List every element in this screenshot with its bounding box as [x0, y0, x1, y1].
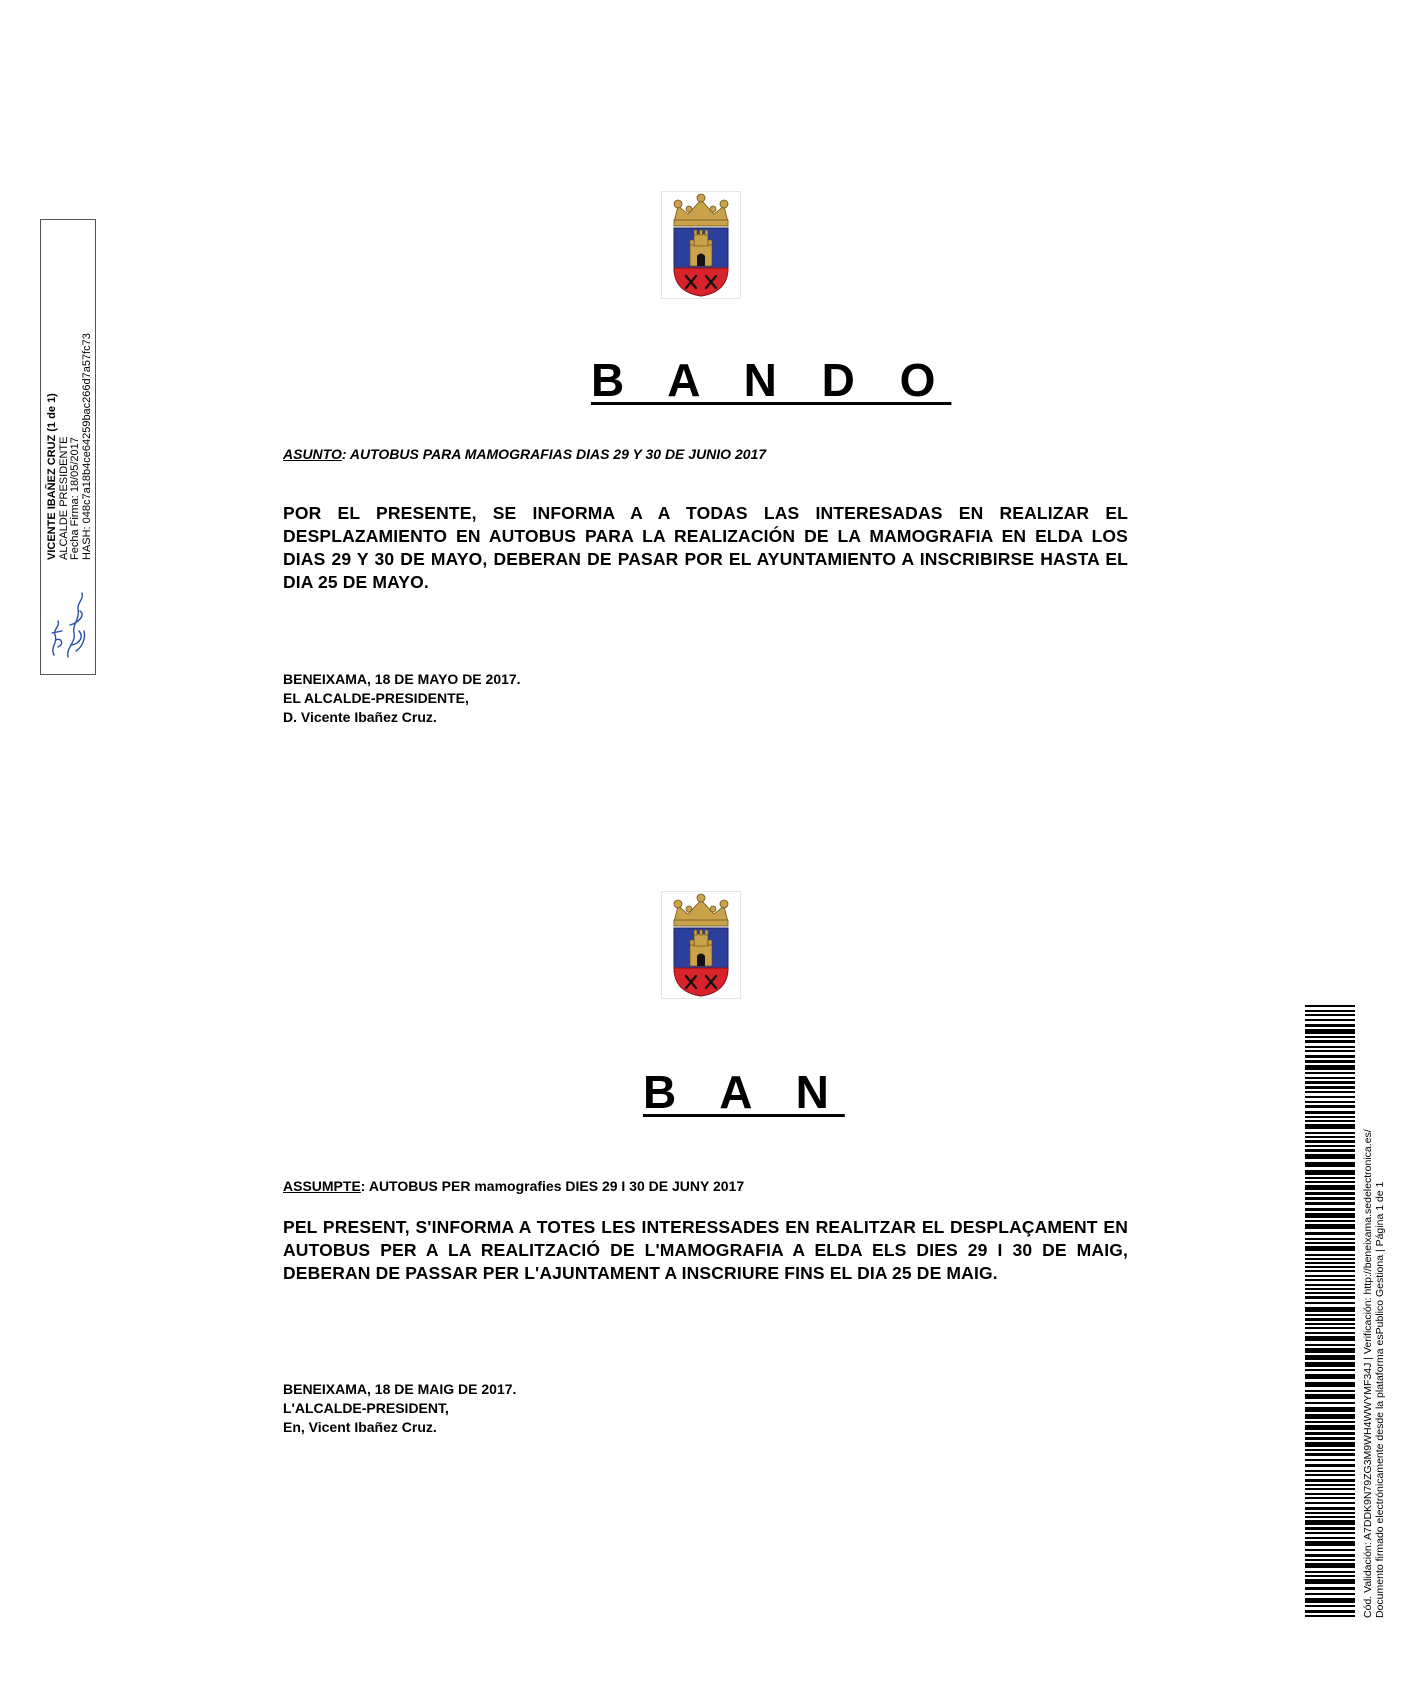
- signer-title: EL ALCALDE-PRESIDENTE,: [283, 690, 469, 706]
- barcode-bar: [1305, 1474, 1355, 1476]
- barcode-bar: [1305, 1202, 1355, 1205]
- barcode-bar: [1305, 1014, 1355, 1016]
- barcode-bar: [1305, 1246, 1355, 1251]
- barcode-bar: [1305, 1507, 1355, 1510]
- barcode-bar: [1305, 1314, 1355, 1316]
- barcode-bar: [1305, 1036, 1355, 1038]
- barcode-bar: [1305, 1497, 1355, 1499]
- subject-line-va: [283, 1178, 744, 1194]
- barcode-bar: [1305, 1605, 1355, 1607]
- barcode-bar: [1305, 1154, 1355, 1159]
- signer-name: VICENTE IBAÑEZ CRUZ (1 de 1): [46, 393, 58, 560]
- barcode-bar: [1305, 1170, 1355, 1175]
- barcode-bar: [1305, 1065, 1355, 1070]
- signer-fullname: D. Vicente Ibañez Cruz.: [283, 709, 437, 725]
- barcode-bar: [1305, 1177, 1355, 1179]
- barcode-bar: [1305, 1101, 1355, 1103]
- barcode-bar: [1305, 1369, 1355, 1371]
- barcode-bar: [1305, 1242, 1355, 1244]
- barcode-bar: [1305, 1275, 1355, 1277]
- barcode-bar: [1305, 1181, 1355, 1183]
- barcode-bar: [1305, 1344, 1355, 1346]
- body-paragraph-va: PEL PRESENT, S'INFORMA A TOTES LES INTERESSADES EN REALITZAR EL DESPLAÇAMENT EN AUTOBUS PER A LA REALITZACIÓ DE L'MAMOGRAFIA A ELDA ELS DIES 29 I 30 DE MAIG, DEBERAN DE PASSAR PER L'AJUNTAMENT A INSCRIURE FINS EL DIA 25 DE MAIG.: [283, 1217, 1128, 1283]
- barcode-bar: [1305, 1292, 1355, 1294]
- barcode-bar: [1305, 1284, 1355, 1286]
- barcode-bar: [1305, 1453, 1355, 1456]
- coat-of-arms: [661, 891, 741, 999]
- barcode-bar: [1305, 1318, 1355, 1321]
- barcode-bar: [1305, 1081, 1355, 1084]
- barcode-bar: [1305, 1046, 1355, 1048]
- barcode-bar: [1305, 1116, 1355, 1118]
- barcode-bar: [1305, 1527, 1355, 1530]
- barcode-bar: [1305, 1145, 1355, 1147]
- barcode-bar: [1305, 1055, 1355, 1058]
- barcode-bar: [1305, 1512, 1355, 1514]
- barcode-bar: [1305, 1136, 1355, 1138]
- coat-of-arms-icon: [662, 192, 740, 298]
- barcode-bar: [1305, 1040, 1355, 1043]
- barcode-bar: [1305, 1238, 1355, 1240]
- barcode-bar: [1305, 1425, 1355, 1430]
- signature-block-va: [283, 1380, 516, 1437]
- barcode-bar: [1305, 1532, 1355, 1534]
- barcode-bar: [1305, 1579, 1355, 1584]
- barcode-bar: [1305, 1437, 1355, 1440]
- barcode-bar: [1305, 1213, 1355, 1218]
- barcode-bar: [1305, 1208, 1355, 1211]
- signer-fullname: En, Vicent Ibañez Cruz.: [283, 1419, 437, 1435]
- barcode-bar: [1305, 1598, 1355, 1603]
- signature-info: [47, 333, 93, 560]
- barcode-bar: [1305, 1105, 1355, 1108]
- barcode-bar: [1305, 1587, 1355, 1590]
- barcode-bar: [1305, 1327, 1355, 1329]
- barcode-bar: [1305, 1111, 1355, 1114]
- barcode-bar: [1305, 1493, 1355, 1495]
- barcode-bar: [1305, 1559, 1355, 1561]
- place-date: BENEIXAMA, 18 DE MAYO DE 2017.: [283, 671, 521, 687]
- barcode-bar: [1305, 1449, 1355, 1451]
- barcode-bar: [1305, 1421, 1355, 1423]
- barcode-bar: [1305, 1390, 1355, 1392]
- barcode-bar: [1305, 1120, 1355, 1122]
- barcode-bar: [1305, 1224, 1355, 1229]
- barcode-bar: [1305, 1010, 1355, 1012]
- barcode-bar: [1305, 1593, 1355, 1595]
- barcode-bar: [1305, 1162, 1355, 1167]
- signature-block-es: [283, 670, 521, 727]
- barcode-bar: [1305, 1302, 1355, 1304]
- signer-role: ALCALDE PRESIDENTE: [57, 436, 70, 560]
- barcode-bar: [1305, 1019, 1355, 1021]
- signer-title: L'ALCALDE-PRESIDENT,: [283, 1400, 449, 1416]
- signature-box: [40, 219, 96, 675]
- title-bando: B A N D O: [591, 354, 952, 406]
- barcode-bar: [1305, 1541, 1355, 1546]
- barcode-bar: [1305, 1502, 1355, 1504]
- subject-label: ASUNTO: [283, 446, 342, 462]
- barcode-bar: [1305, 1124, 1355, 1129]
- barcode-bar: [1305, 1549, 1355, 1551]
- barcode-bar: [1305, 1464, 1355, 1467]
- barcode-bar: [1305, 1258, 1355, 1260]
- handwritten-signature: [46, 585, 92, 665]
- barcode-bar: [1305, 1382, 1355, 1387]
- barcode-bar: [1305, 1270, 1355, 1272]
- validation-platform: Documento firmado electrónicamente desde la plataforma esPublico Gestiona | Página 1 de 1: [1374, 1181, 1386, 1618]
- barcode-bar: [1305, 1610, 1355, 1613]
- barcode-bar: [1305, 1060, 1355, 1063]
- barcode-bar: [1305, 1442, 1355, 1447]
- barcode-bar: [1305, 1077, 1355, 1079]
- barcode-bar: [1305, 1348, 1355, 1353]
- barcode-bar: [1305, 1140, 1355, 1143]
- title-ban: B A N: [643, 1066, 845, 1118]
- barcode-bar: [1305, 1470, 1355, 1472]
- barcode-bar: [1305, 1407, 1355, 1412]
- barcode-bar: [1305, 1132, 1355, 1134]
- barcode-bar: [1305, 1484, 1355, 1486]
- barcode-bar: [1305, 1279, 1355, 1281]
- signature-hash: HASH: 048c7a18b4ce64259bac266d7a57fc73: [80, 333, 93, 560]
- barcode-bar: [1305, 1374, 1355, 1379]
- barcode-bar: [1305, 1479, 1355, 1482]
- coat-of-arms-icon: [662, 892, 740, 998]
- barcode-bar: [1305, 1050, 1355, 1052]
- barcode-bar: [1305, 1266, 1355, 1268]
- barcode-bar: [1305, 1029, 1355, 1034]
- barcode-bar: [1305, 1571, 1355, 1573]
- barcode-bar: [1305, 1394, 1355, 1399]
- subject-line-es: [283, 446, 766, 462]
- validation-code: Cód. Validación: A7DDK9N79ZG3M9WH4WWYMF34J | Verificación: http://beneixama.sedelectronica.es/: [1362, 1129, 1374, 1618]
- barcode-bar: [1305, 1459, 1355, 1461]
- barcode-bar: [1305, 1563, 1355, 1568]
- barcode-bar: [1305, 1220, 1355, 1222]
- subject-text: : AUTOBUS PER mamografies DIES 29 I 30 DE JUNY 2017: [360, 1178, 745, 1194]
- barcode: [1305, 1005, 1355, 1617]
- barcode-bar: [1305, 1615, 1355, 1617]
- barcode-bar: [1305, 1296, 1355, 1299]
- body-paragraph-es: POR EL PRESENTE, SE INFORMA A A TODAS LAS INTERESADAS EN REALIZAR EL DESPLAZAMIENTO EN AUTOBUS PARA LA REALIZACIÓN DE LA MAMOGRAFIA EN ELDA LOS DIAS 29 Y 30 DE MAYO, DEBERAN DE PASAR POR EL AYUNTAMIENTO A INSCRIBIRSE HASTA EL DIA 25 DE MAYO.: [283, 503, 1128, 592]
- barcode-bar: [1305, 1197, 1355, 1200]
- barcode-bar: [1305, 1096, 1355, 1098]
- barcode-bar: [1305, 1432, 1355, 1435]
- barcode-bar: [1305, 1185, 1355, 1190]
- barcode-bar: [1305, 1332, 1355, 1334]
- coat-of-arms: [661, 191, 741, 299]
- barcode-bar: [1305, 1402, 1355, 1404]
- barcode-bar: [1305, 1323, 1355, 1325]
- barcode-bar: [1305, 1149, 1355, 1152]
- barcode-bar: [1305, 1516, 1355, 1518]
- barcode-bar: [1305, 1537, 1355, 1539]
- barcode-bar: [1305, 1086, 1355, 1089]
- barcode-bar: [1305, 1288, 1355, 1290]
- barcode-bar: [1305, 1362, 1355, 1367]
- barcode-bar: [1305, 1232, 1355, 1235]
- barcode-bar: [1305, 1072, 1355, 1074]
- barcode-bar: [1305, 1414, 1355, 1419]
- place-date: BENEIXAMA, 18 DE MAIG DE 2017.: [283, 1381, 517, 1397]
- subject-label: ASSUMPTE: [283, 1178, 361, 1194]
- barcode-bar: [1305, 1554, 1355, 1557]
- signature-date: Fecha Firma: 18/05/2017: [69, 437, 81, 560]
- barcode-bar: [1305, 1005, 1355, 1007]
- barcode-bar: [1305, 1575, 1355, 1577]
- subject-text: : AUTOBUS PARA MAMOGRAFIAS DIAS 29 Y 30 DE JUNIO 2017: [341, 446, 767, 462]
- barcode-bar: [1305, 1307, 1355, 1312]
- barcode-bar: [1305, 1488, 1355, 1490]
- barcode-bar: [1305, 1520, 1355, 1525]
- barcode-bar: [1305, 1262, 1355, 1264]
- validation-info: [1362, 1129, 1386, 1618]
- barcode-bar: [1305, 1336, 1355, 1341]
- barcode-bar: [1305, 1024, 1355, 1027]
- barcode-bar: [1305, 1192, 1355, 1195]
- barcode-bar: [1305, 1091, 1355, 1093]
- barcode-bar: [1305, 1254, 1355, 1256]
- barcode-bar: [1305, 1355, 1355, 1360]
